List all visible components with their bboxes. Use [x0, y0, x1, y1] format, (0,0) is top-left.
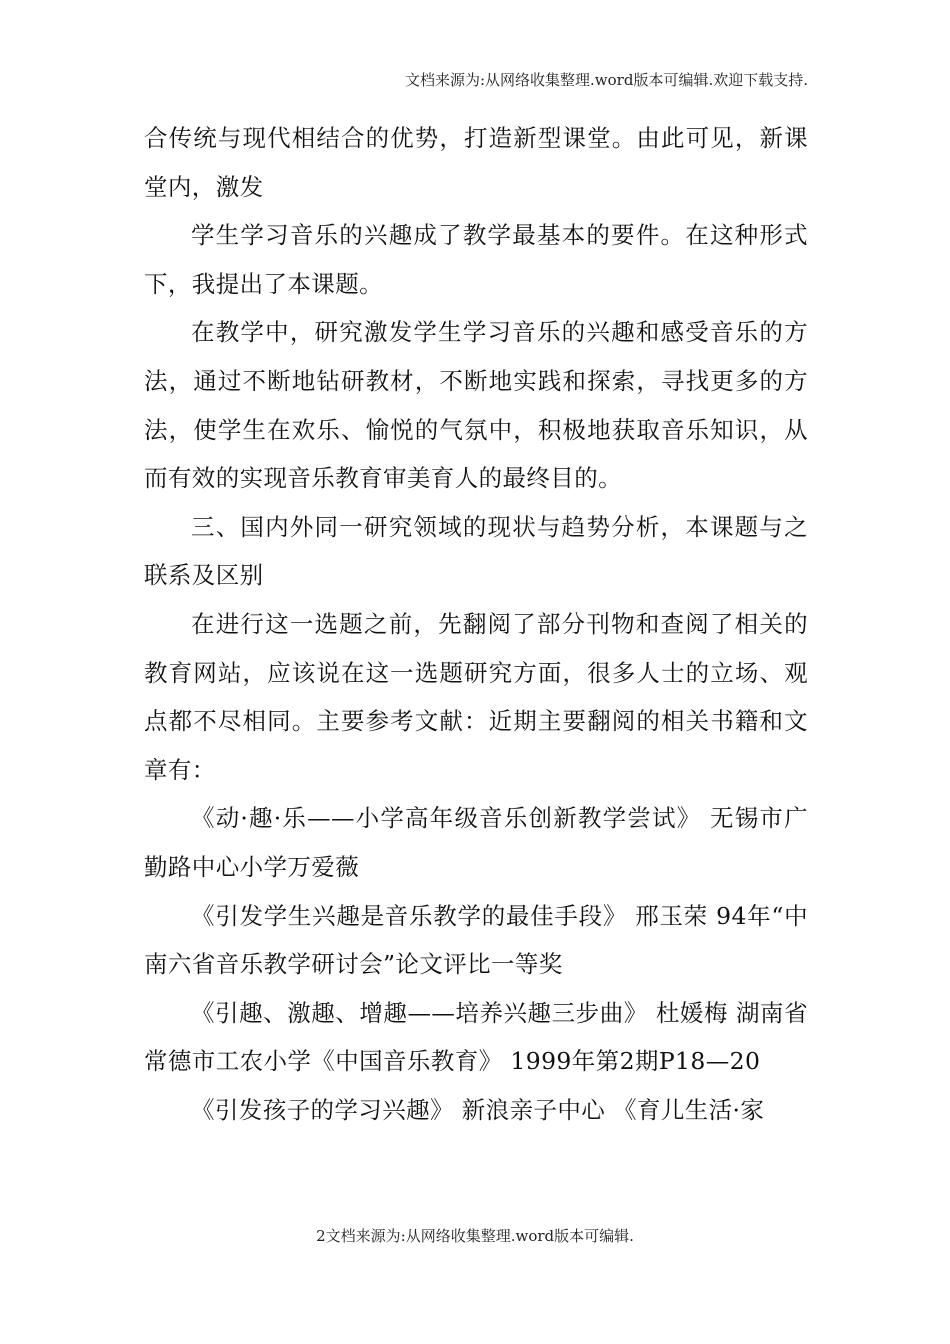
reference-item: 《引发孩子的学习兴趣》 新浪亲子中心 《育儿生活·家 — [191, 1095, 765, 1124]
paragraph: 在进行这一选题之前，先翻阅了部分刊物和查阅了相关的教育网站，应该说在这一选题研究方面，很多人士的立场、观点都不尽相同。主要参考文献：近期主要翻阅的相关书籍和文章有： — [144, 609, 808, 784]
section-heading: 三、国内外同一研究领域的现状与趋势分析，本课题与之联系及区别 — [144, 512, 808, 590]
reference-item: 《引趣、激趣、增趣——培养兴趣三步曲》 杜媛梅 湖南省常德市工农小学《中国音乐教育》 1999年第2期P18—20 — [144, 998, 808, 1076]
paragraph: 在教学中，研究激发学生学习音乐的兴趣和感受音乐的方法，通过不断地钻研教材，不断地实践和探索，寻找更多的方法，使学生在欢乐、愉悦的气氛中，积极地获取音乐知识，从而有效的实现音乐教育审美育人的最终目的。 — [144, 318, 808, 493]
reference-item: 《引发学生兴趣是音乐教学的最佳手段》 邢玉荣 94年“中南六省音乐教学研讨会”论文评比一等奖 — [144, 901, 808, 979]
document-body — [144, 114, 808, 1134]
paragraph-continuation: 合传统与现代相结合的优势，打造新型课堂。由此可见，新课堂内，激发 — [144, 124, 808, 201]
footer-source-note: 2文档来源为:从网络收集整理.word版本可编辑. — [316, 1227, 634, 1245]
paragraph: 学生学习音乐的兴趣成了教学最基本的要件。在这种形式下，我提出了本课题。 — [144, 221, 808, 298]
reference-item: 《动·趣·乐——小学高年级音乐创新教学尝试》 无锡市广勤路中心小学万爱薇 — [144, 804, 808, 881]
header-source-note: 文档来源为:从网络收集整理.word版本可编辑.欢迎下载支持. — [404, 71, 808, 89]
